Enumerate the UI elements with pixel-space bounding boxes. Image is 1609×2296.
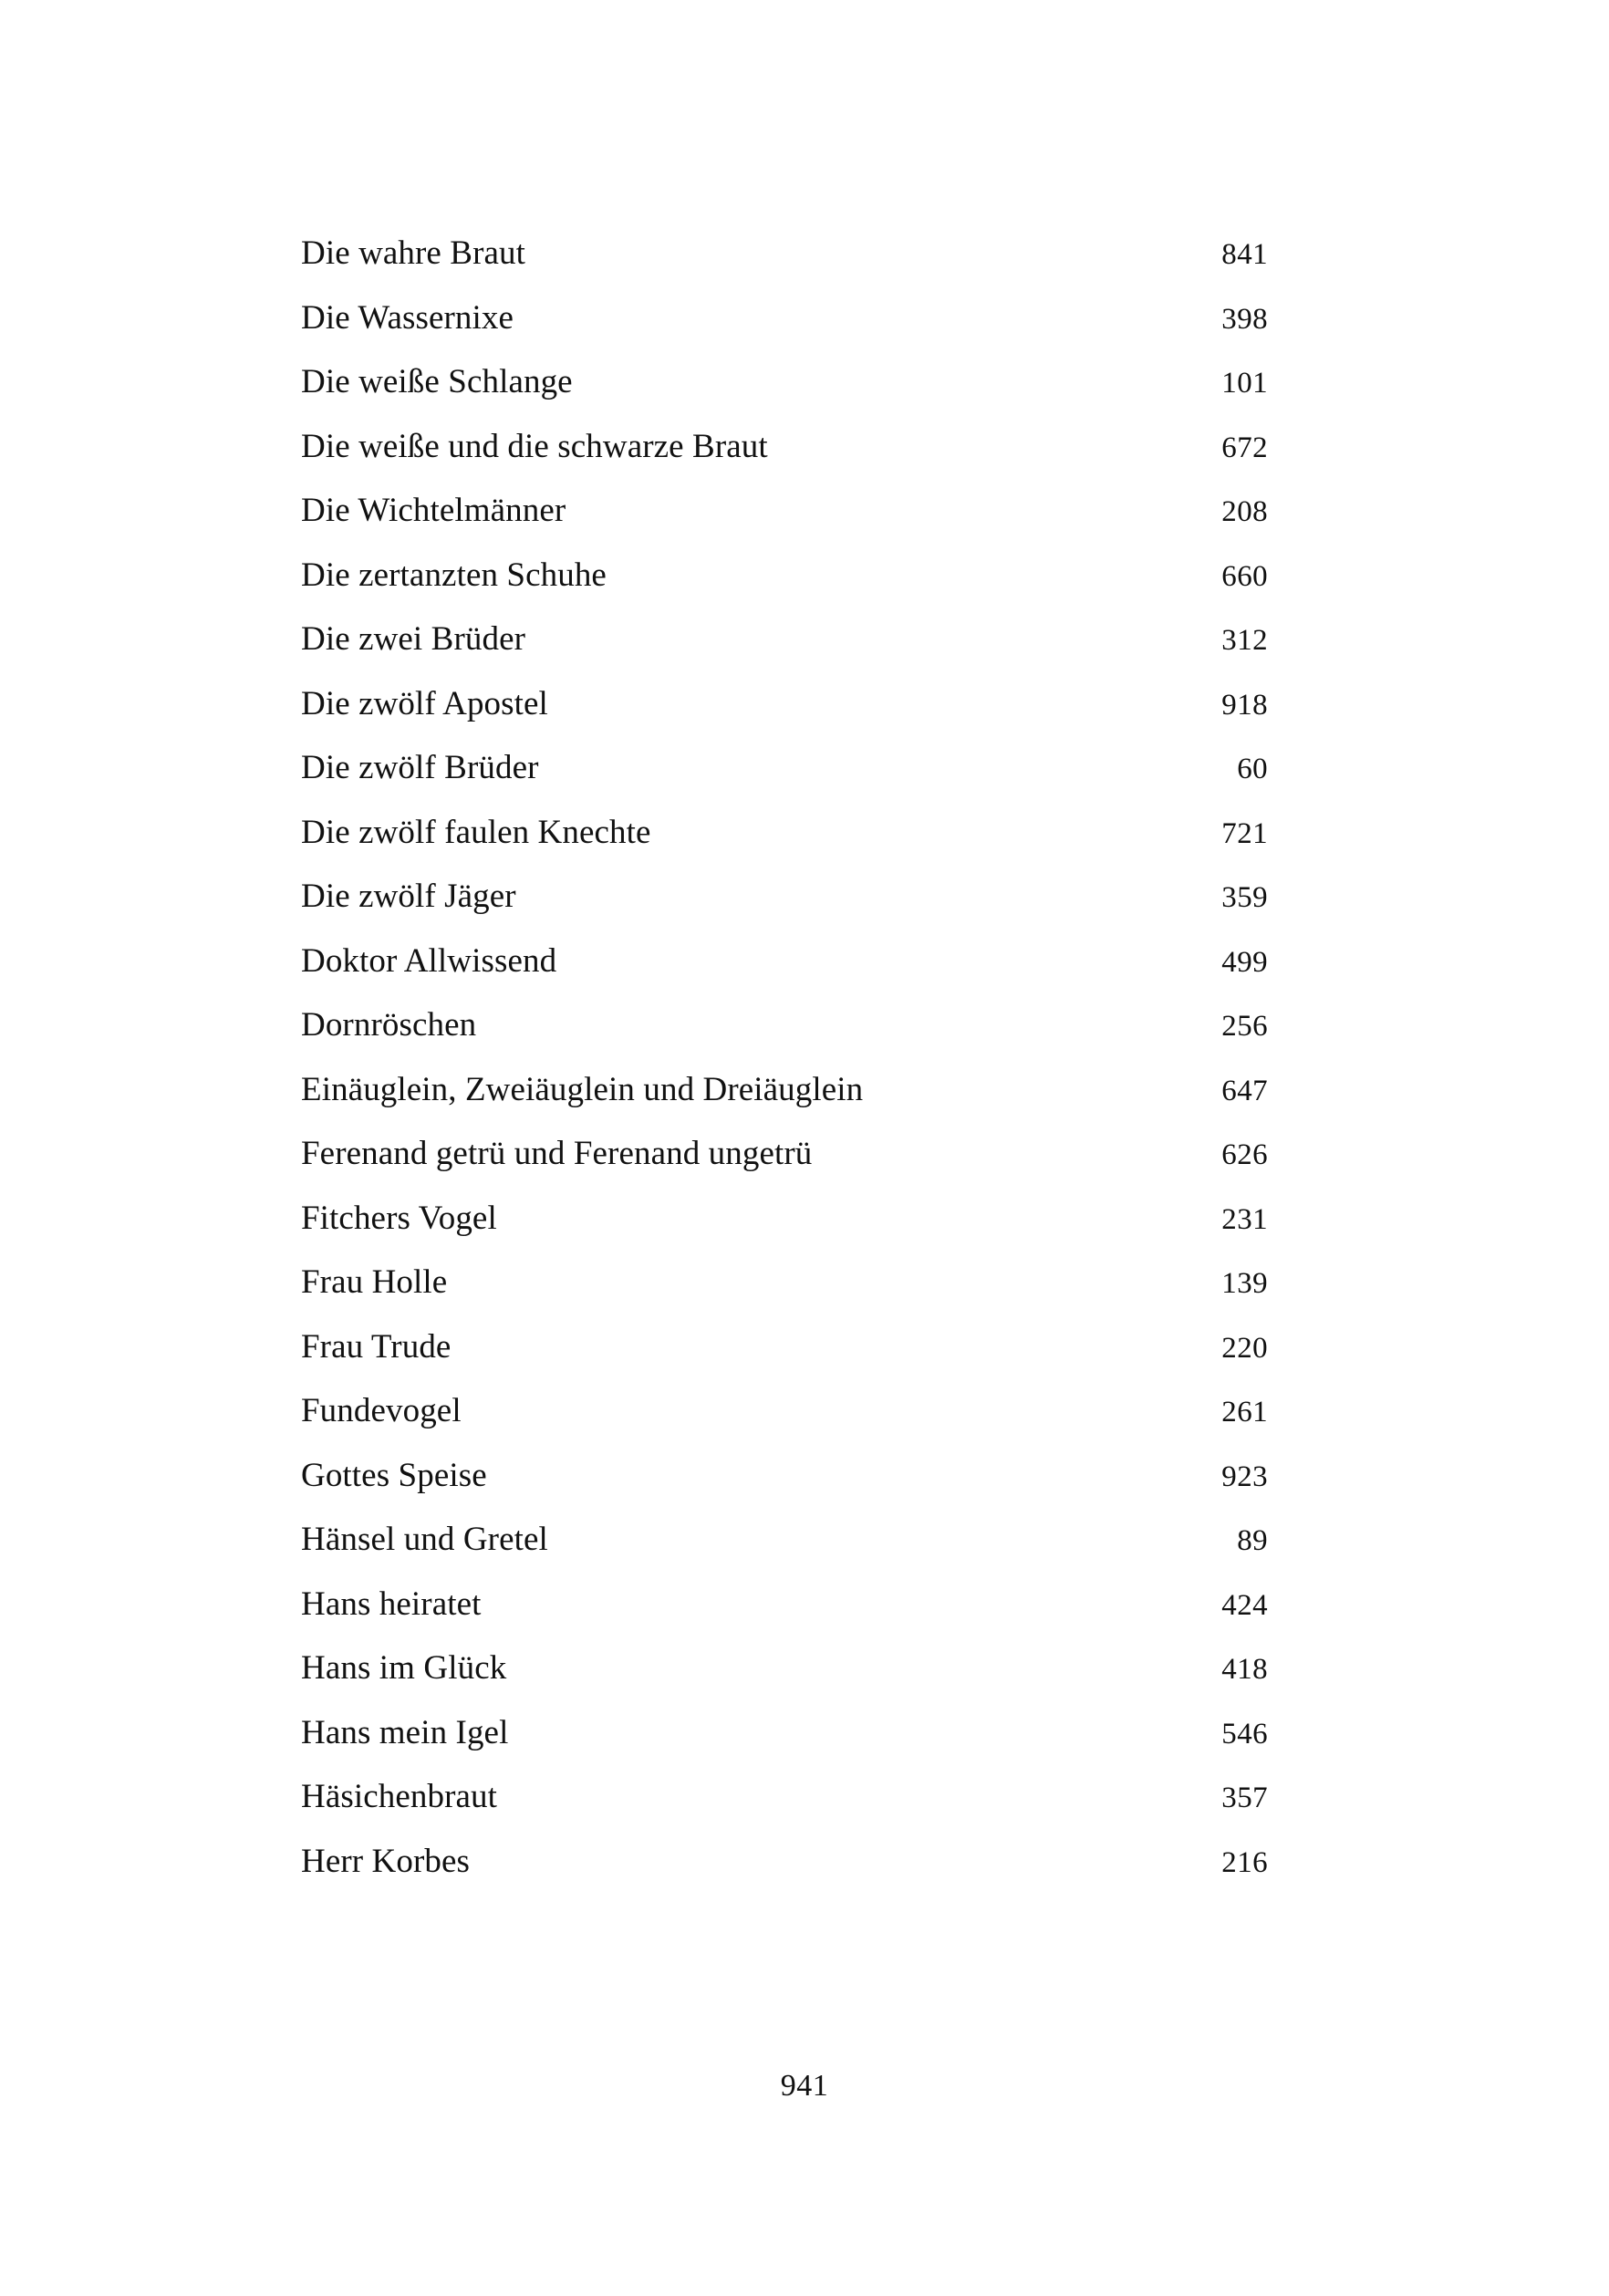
index-entry-page-number: 918 bbox=[1221, 688, 1268, 722]
index-entry[interactable] bbox=[301, 608, 1268, 672]
index-entry-list bbox=[301, 222, 1268, 1894]
index-entry-title: Hans heiratet bbox=[301, 1584, 482, 1623]
index-entry-title: Die zwei Brüder bbox=[301, 620, 526, 658]
index-entry[interactable] bbox=[301, 1379, 1268, 1444]
index-entry[interactable] bbox=[301, 415, 1268, 480]
index-entry[interactable] bbox=[301, 1315, 1268, 1380]
index-entry-title: Ferenand getrü und Ferenand ungetrü bbox=[301, 1135, 813, 1172]
index-entry-title: Doktor Allwissend bbox=[301, 941, 557, 980]
index-entry[interactable] bbox=[301, 865, 1268, 930]
index-entry-title: Frau Holle bbox=[301, 1263, 448, 1301]
index-entry-page-number: 89 bbox=[1237, 1524, 1268, 1557]
index-entry-page-number: 841 bbox=[1221, 238, 1268, 271]
index-entry-page-number: 647 bbox=[1221, 1074, 1268, 1107]
index-entry-title: Die wahre Braut bbox=[301, 234, 526, 272]
index-entry-title: Die zwölf Brüder bbox=[301, 749, 539, 786]
index-entry[interactable] bbox=[301, 930, 1268, 994]
index-entry-page-number: 256 bbox=[1221, 1010, 1268, 1043]
index-entry[interactable] bbox=[301, 1508, 1268, 1573]
index-entry-page-number: 424 bbox=[1221, 1588, 1268, 1622]
index-entry-title: Hans im Glück bbox=[301, 1649, 507, 1687]
index-entry[interactable] bbox=[301, 544, 1268, 608]
index-entry-page-number: 499 bbox=[1221, 945, 1268, 979]
index-entry-title: Die zwölf Jäger bbox=[301, 878, 516, 915]
index-entry-page-number: 626 bbox=[1221, 1138, 1268, 1171]
index-entry-page-number: 660 bbox=[1221, 559, 1268, 593]
index-entry[interactable] bbox=[301, 1636, 1268, 1701]
index-entry[interactable] bbox=[301, 1444, 1268, 1509]
index-entry-title: Häsichenbraut bbox=[301, 1778, 497, 1815]
index-entry-page-number: 312 bbox=[1221, 624, 1268, 657]
index-entry[interactable] bbox=[301, 1765, 1268, 1830]
index-entry-page-number: 261 bbox=[1221, 1396, 1268, 1429]
index-entry-page-number: 231 bbox=[1221, 1202, 1268, 1236]
index-entry-title: Die zwölf Apostel bbox=[301, 684, 548, 722]
index-entry[interactable] bbox=[301, 1187, 1268, 1252]
index-entry-title: Die weiße und die schwarze Braut bbox=[301, 427, 768, 465]
index-entry-page-number: 60 bbox=[1237, 753, 1268, 785]
index-entry-title: Gottes Speise bbox=[301, 1456, 487, 1494]
index-entry[interactable] bbox=[301, 479, 1268, 544]
index-entry[interactable] bbox=[301, 1701, 1268, 1766]
index-entry[interactable] bbox=[301, 1251, 1268, 1315]
index-entry[interactable] bbox=[301, 1122, 1268, 1187]
index-entry-title: Die zertanzten Schuhe bbox=[301, 556, 607, 594]
index-entry[interactable] bbox=[301, 222, 1268, 286]
index-entry-page-number: 546 bbox=[1221, 1717, 1268, 1751]
index-entry[interactable] bbox=[301, 672, 1268, 737]
index-entry-page-number: 220 bbox=[1221, 1331, 1268, 1365]
index-entry-page-number: 721 bbox=[1221, 816, 1268, 850]
index-entry[interactable] bbox=[301, 350, 1268, 415]
index-entry[interactable] bbox=[301, 993, 1268, 1058]
index-entry[interactable] bbox=[301, 801, 1268, 866]
index-entry[interactable] bbox=[301, 736, 1268, 801]
index-entry-title: Hänsel und Gretel bbox=[301, 1521, 548, 1558]
index-entry-title: Die zwölf faulen Knechte bbox=[301, 813, 651, 851]
index-entry-page-number: 418 bbox=[1221, 1653, 1268, 1686]
index-entry-title: Frau Trude bbox=[301, 1327, 452, 1366]
index-entry-title: Einäuglein, Zweiäuglein und Dreiäuglein bbox=[301, 1070, 864, 1108]
index-entry-title: Die Wichtelmänner bbox=[301, 492, 566, 529]
index-entry-page-number: 208 bbox=[1221, 495, 1268, 528]
index-entry-page-number: 357 bbox=[1221, 1782, 1268, 1814]
index-entry-title: Fundevogel bbox=[301, 1392, 462, 1429]
index-entry[interactable] bbox=[301, 286, 1268, 351]
index-entry[interactable] bbox=[301, 1573, 1268, 1637]
index-entry-page-number: 359 bbox=[1221, 881, 1268, 914]
index-entry-page-number: 398 bbox=[1221, 302, 1268, 336]
index-entry-title: Die Wassernixe bbox=[301, 298, 514, 337]
index-entry-page-number: 101 bbox=[1221, 367, 1268, 400]
index-entry-title: Dornröschen bbox=[301, 1006, 477, 1044]
index-entry-title: Hans mein Igel bbox=[301, 1713, 509, 1751]
index-entry-page-number: 672 bbox=[1221, 431, 1268, 464]
index-entry[interactable] bbox=[301, 1058, 1268, 1123]
index-entry-title: Herr Korbes bbox=[301, 1842, 470, 1880]
index-entry-title: Fitchers Vogel bbox=[301, 1199, 497, 1237]
index-entry-page-number: 139 bbox=[1221, 1267, 1268, 1300]
index-entry-page-number: 216 bbox=[1221, 1845, 1268, 1879]
index-entry[interactable] bbox=[301, 1830, 1268, 1895]
index-entry-page-number: 923 bbox=[1221, 1460, 1268, 1493]
index-entry-title: Die weiße Schlange bbox=[301, 363, 573, 400]
page-folio-number: 941 bbox=[780, 2069, 829, 2103]
